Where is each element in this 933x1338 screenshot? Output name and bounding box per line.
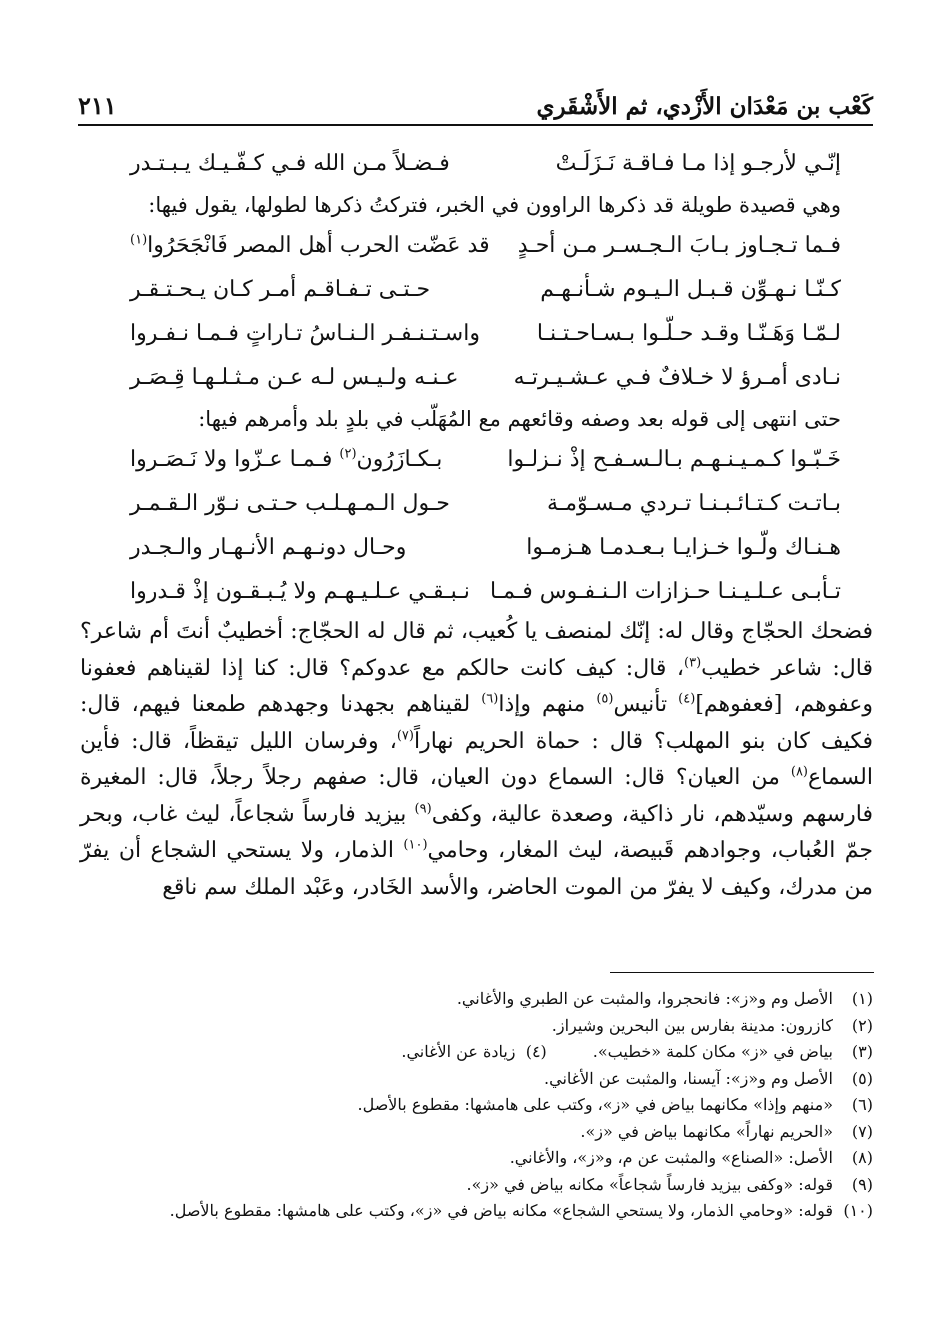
- paragraph-text: الذمار، ولا يستحي الشجاع أن يفرّ من مدرك، وكيف لا يفرّ من الموت الحاضر، والأسد الخَادر، وعَبْد الملك سم ناقع: [80, 838, 873, 900]
- footnote-text: «الحريم نهاراً» مكانهما بياض في «ز».: [580, 1121, 833, 1141]
- body-paragraph: [80, 614, 873, 906]
- footnote-item: [100, 1066, 873, 1093]
- paragraph-text: منهم وإذا: [498, 692, 597, 717]
- footnote-number: (٩): [851, 1174, 873, 1194]
- verse-second-hemistich: حـتـى تـفـاقـم أمـر كـان يـحـتـقـر: [130, 277, 431, 302]
- footnote-number: (٤): [525, 1042, 547, 1061]
- verse-line: [80, 312, 873, 356]
- verse-first-hemistich: كـنّـا نـهـوِّن قـبـل الـيـوم شـأنـهـم: [540, 277, 841, 302]
- footnote-text: قوله: «وحامي الذمار، ولا يستحي الشجاع» مكانه بياض في «ز»، وكتب على هامشها: مقطوع بالأصل.: [169, 1201, 833, 1220]
- footnote-number: (١): [851, 989, 873, 1008]
- verse-line: [80, 570, 873, 614]
- paragraph-text: فضحك الحجّاج وقال له: إنّك لمنصف يا كُعيب، ثم قال له الحجّاج: أخطيبٌ أنتَ أم شاعر؟ قال: شاعر خطيب: [80, 619, 873, 681]
- footnote-ref: (٦): [481, 691, 499, 707]
- header-title: كَعْب بن مَعْدَان الأَزْدي، ثم الأَشْقَري: [536, 93, 873, 120]
- footnote-text: بياض في «ز» مكان كلمة «خطيب».: [592, 1042, 833, 1061]
- verse-first-hemistich: نـادى أمـرؤ لا خـلافٌ فـي عـشـيـرتـه: [513, 365, 841, 390]
- footnote-text: الأصل وم و«ز»: فانحجروا، والمثبت عن الطبري والأغاني.: [456, 989, 833, 1008]
- verse-text: قد عَضّت الحرب أهل المصر فَانْجَحَرُوا: [147, 233, 490, 258]
- footnote-number: (١٠): [843, 1201, 873, 1220]
- verse-first-hemistich: لـمّـا وَهَـنّـا وقـد حـلّـوا بـسـاحـتـنـا: [536, 321, 841, 346]
- footnote-divider: [610, 972, 874, 973]
- paragraph-text: من العيان؟ قال: السماع دون العيان، قال: صفهم رجلاً رجلاً، قال: المغيرة فارسهم وسيّدهم، نار ذاكية، وصعدة عالية، وكفى: [80, 765, 873, 827]
- paragraph-text: تأنيس: [613, 692, 679, 717]
- verse-line: [80, 482, 873, 526]
- verse-second-hemistich: وحـال دونـهـم الأنـهـار والـجـدر: [130, 535, 407, 560]
- verse-first-hemistich: هـنـاك ولّـوا خـزايـا بـعـدمـا هـزمـوا: [526, 535, 841, 560]
- main-text: [80, 142, 873, 906]
- footnote-item: [100, 1172, 873, 1199]
- verse-first-hemistich: فـما تـجـاوز بـابَ الـجـسـر مـن أحـدٍ: [517, 233, 841, 258]
- footnote-number: (٧): [851, 1121, 873, 1141]
- verse-second-hemistich: واسـتـنـفـر الـنـاسُ تـاراتٍ فـمـا نـفـروا: [130, 321, 480, 346]
- verse-line: [80, 224, 873, 268]
- verse-second-hemistich: [130, 438, 442, 482]
- paragraph-text: لقيناهم بجهدنا وجهدهم طمعنا فيهم، قال: فكيف كان بنو المهلب؟ قال : حماة الحريم نهاراً: [80, 692, 874, 754]
- verse-first-hemistich: خَـبّـوا كـمـيـنـهـم بـالـسـفـح إذْ نـزلـوا: [507, 447, 841, 472]
- footnote-ref: (٥): [596, 691, 614, 707]
- footnote-item: [100, 1039, 873, 1066]
- footnote-item: [100, 1013, 873, 1040]
- verse-first-hemistich: إنّـي لأرجـو إذا مـا فـاقـة نَـزَلَـتْ: [555, 151, 841, 176]
- verse-text: بـكـازَرُون: [356, 447, 443, 472]
- verse-line: [80, 356, 873, 400]
- verse-second-hemistich: حـول الـمـهـلـب حـتـى نـوّر الـقـمـر: [130, 491, 450, 516]
- footnotes: [100, 986, 873, 1225]
- footnote-item: [100, 1092, 873, 1119]
- header-rule: [78, 124, 873, 126]
- verse-second-hemistich: عـنـه ولـيـس لـه عـن مـثـلـهـا قِـصَـر: [130, 365, 459, 390]
- footnote-number: (٣): [851, 1042, 873, 1061]
- verse-line: [80, 526, 873, 570]
- verse-line: [80, 438, 873, 482]
- footnote-ref: (٩): [414, 801, 432, 817]
- verse-first-hemistich: بـاتـت كـتـائـبـنـا تـردي مـسـوّمـة: [547, 491, 841, 516]
- verse-line: [80, 268, 873, 312]
- footnote-ref: (٧): [396, 728, 414, 744]
- verse-second-hemistich: نـبـقـي عـلـيـهـم ولا يُـبـقـون إذْ قـدروا: [130, 579, 470, 604]
- footnote-text: قوله: «وكفى بيزيد فارساً شجاعاً» مكانه بياض في «ز».: [466, 1174, 833, 1194]
- running-header: [78, 78, 873, 124]
- verse-first-hemistich: تـأبـى عـلـيـنـا حـزازات الـنـفـوس فـمـا: [489, 579, 841, 604]
- footnote-item: [100, 1145, 873, 1172]
- paragraph-text: ، وفرسان الليل تيقظاً، قال: فأين السماع: [80, 728, 873, 790]
- footnote-item: [100, 1198, 873, 1225]
- verse-second-hemistich: [130, 224, 490, 268]
- footnote-item: [100, 1119, 873, 1146]
- footnote-ref: (٤): [678, 691, 696, 707]
- footnote-ref: (٢): [339, 446, 357, 462]
- footnote-number: (٨): [851, 1148, 873, 1167]
- footnote-ref: (١): [130, 232, 148, 248]
- footnote-ref: (١٠): [403, 837, 428, 853]
- paragraph-text: ، قال: كيف كانت حالكم مع عدوكم؟ قال: كنا إذا لقيناهم فعفونا وعفوهم، [فعفوهم]: [80, 655, 873, 717]
- footnote-text: كازرون: مدينة بفارس بين البحرين وشيراز.: [551, 1015, 833, 1035]
- page-number: ٢١١: [78, 91, 117, 120]
- footnote-ref: (٨): [790, 764, 808, 780]
- footnote-text: الأصل: «الصناع» والمثبت عن م، و«ز»، والأغاني.: [509, 1148, 833, 1167]
- footnote-text: زيادة عن الأغاني.: [401, 1042, 516, 1061]
- footnote-text: الأصل وم و«ز»: آيسنا، والمثبت عن الأغاني.: [544, 1068, 833, 1088]
- footnote-ref: (٣): [684, 655, 702, 671]
- footnote-text: «منهم وإذا» مكانهما بياض في «ز»، وكتب على هامشها: مقطوع بالأصل.: [357, 1095, 833, 1114]
- paragraph-text: بيزيد فارساً شجاعاً، ليث غاب، وبحر جمّ العُباب، وجوادهم قَبيصة، ليث المغار، وحامي: [80, 801, 873, 863]
- prose-intro: وهي قصيدة طويلة قد ذكرها الراوون في الخبر، فتركتُ ذكرها لطولها، يقول فيها:: [148, 193, 841, 217]
- verse-line: [80, 142, 873, 186]
- verse-text: فـمـا عـزّوا ولا نَـصَـروا: [130, 447, 340, 472]
- footnote-number: (٥): [851, 1068, 873, 1088]
- prose-transition: حتى انتهى إلى قوله بعد وصفه وقائعهم مع المُهَلّب في بلدٍ بلد وأمرهم فيها:: [198, 407, 841, 431]
- footnote-item: [100, 986, 873, 1013]
- verse-second-hemistich: فـضـلاً مـن الله فـي كـفّـيـك يـبـتـدر: [130, 151, 450, 176]
- footnote-number: (٦): [851, 1095, 873, 1114]
- footnote-number: (٢): [851, 1015, 873, 1035]
